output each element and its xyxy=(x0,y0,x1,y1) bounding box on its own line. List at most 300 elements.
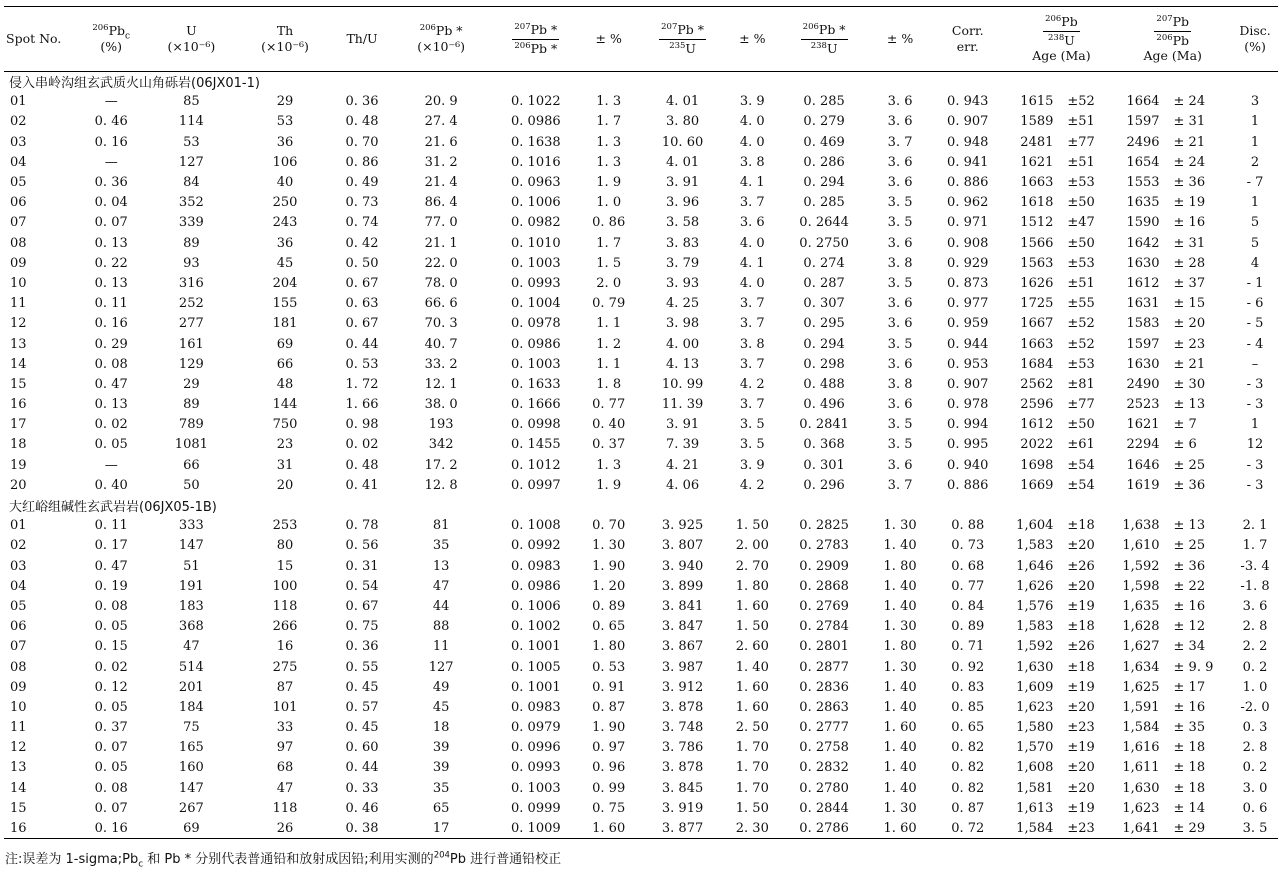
table-cell: 11. 39 xyxy=(661,397,704,413)
table-cell: 0. 469 xyxy=(803,134,845,150)
table-cell: 0. 31 xyxy=(345,558,379,574)
table-cell: ±53 xyxy=(1067,255,1095,271)
table-cell: 1663 xyxy=(1020,336,1054,352)
table-cell: 0. 49 xyxy=(345,175,379,191)
table-cell: 0. 978 xyxy=(947,397,989,413)
table-cell: 1. 50 xyxy=(735,619,769,635)
table-row xyxy=(4,112,1278,132)
table-cell: 0. 36 xyxy=(345,94,379,110)
table-cell: ± 16 xyxy=(1173,215,1206,231)
table-cell: 1. 5 xyxy=(596,255,622,271)
table-cell: 2022 xyxy=(1020,437,1054,453)
table-cell: 1583 xyxy=(1126,316,1160,332)
table-cell: 0. 88 xyxy=(951,518,985,534)
table-cell: 20 xyxy=(276,477,294,493)
table-cell: 20. 9 xyxy=(424,94,458,110)
table-cell: 0. 1003 xyxy=(511,255,561,271)
table-cell: 35 xyxy=(432,780,450,796)
table-cell: 1,628 xyxy=(1122,619,1160,635)
table-cell: ± 25 xyxy=(1173,457,1206,473)
table-cell: 2523 xyxy=(1126,397,1160,413)
table-cell: 68 xyxy=(276,760,294,776)
table-cell: 342 xyxy=(428,437,454,453)
table-cell: 1. 90 xyxy=(592,558,626,574)
table-cell: 18 xyxy=(432,720,450,736)
table-cell: 4. 01 xyxy=(666,154,700,170)
table-cell: 1. 60 xyxy=(883,820,917,836)
table-cell: ± 24 xyxy=(1173,94,1206,110)
table-cell: 1,638 xyxy=(1122,518,1160,534)
table-cell: 0. 274 xyxy=(803,255,845,271)
table-cell: 3. 6 xyxy=(887,397,913,413)
table-cell: 0. 944 xyxy=(947,336,989,352)
table-cell: 4. 1 xyxy=(739,175,765,191)
table-cell: ± 29 xyxy=(1173,820,1206,836)
table-cell: 0. 908 xyxy=(947,235,989,251)
table-cell: ±53 xyxy=(1067,175,1095,191)
table-cell: ±50 xyxy=(1067,417,1095,433)
table-cell: ±54 xyxy=(1067,477,1095,493)
table-cell: 65 xyxy=(432,800,450,816)
table-cell: 1. 80 xyxy=(592,639,626,655)
table-cell: 1 xyxy=(1250,417,1260,433)
table-cell: 0. 959 xyxy=(947,316,989,332)
table-cell: 1. 60 xyxy=(735,699,769,715)
table-cell: 0. 1003 xyxy=(511,780,561,796)
table-cell: 09 xyxy=(10,679,27,695)
table-cell: 40. 7 xyxy=(424,336,458,352)
table-cell: 3. 58 xyxy=(666,215,700,231)
header-corr-err: Corr. err. xyxy=(951,23,984,54)
table-cell: 0. 44 xyxy=(345,760,379,776)
table-cell: ±52 xyxy=(1067,94,1095,110)
table-cell: 3. 5 xyxy=(887,215,913,231)
table-cell: 181 xyxy=(272,316,298,332)
table-cell: 1. 40 xyxy=(883,598,917,614)
table-cell: 1. 40 xyxy=(883,578,917,594)
table-cell: 11 xyxy=(10,720,27,736)
table-cell: 0. 07 xyxy=(94,800,128,816)
table-cell: 1618 xyxy=(1020,195,1054,211)
table-cell: ± 36 xyxy=(1173,175,1206,191)
table-cell: 1684 xyxy=(1020,356,1054,372)
table-cell: 1615 xyxy=(1020,94,1054,110)
table-cell: 1. 40 xyxy=(883,538,917,554)
table-cell: 3. 9 xyxy=(739,457,765,473)
table-cell: 0. 1001 xyxy=(511,679,561,695)
table-row xyxy=(4,758,1278,778)
table-cell: 13 xyxy=(432,558,450,574)
table-cell: 0. 307 xyxy=(803,296,845,312)
table-row xyxy=(4,253,1278,273)
table-cell: 0. 16 xyxy=(94,134,128,150)
table-cell: 0. 941 xyxy=(947,154,989,170)
table-cell: 0. 6 xyxy=(1242,800,1268,816)
table-cell: - 5 xyxy=(1246,316,1264,332)
table-cell: ±19 xyxy=(1067,740,1095,756)
table-row xyxy=(4,172,1278,192)
table-cell: 4. 0 xyxy=(739,134,765,150)
table-cell: 3. 5 xyxy=(739,437,765,453)
table-cell: 3. 96 xyxy=(666,195,700,211)
table-cell: 1589 xyxy=(1020,114,1054,130)
table-cell: 1563 xyxy=(1020,255,1054,271)
table-cell: ± 18 xyxy=(1173,780,1206,796)
table-cell: 0. 0993 xyxy=(511,760,561,776)
table-cell: 01 xyxy=(10,518,27,534)
table-cell: 0. 0999 xyxy=(511,800,561,816)
table-cell: 1. 30 xyxy=(883,518,917,534)
table-cell: 0. 0986 xyxy=(511,336,561,352)
table-cell: 1. 80 xyxy=(883,558,917,574)
table-cell: 1566 xyxy=(1020,235,1054,251)
table-cell: 252 xyxy=(178,296,204,312)
table-cell: 1,634 xyxy=(1122,659,1160,675)
table-cell: 17 xyxy=(432,820,450,836)
table-cell: 0. 72 xyxy=(951,820,985,836)
header-th: Th (×10⁻⁶) xyxy=(261,23,309,54)
header-ratio-207-206: $\frac{^{207}Pb *}{^{206}Pb *}$ xyxy=(514,21,558,56)
table-cell: 0. 1022 xyxy=(511,94,561,110)
table-row xyxy=(4,415,1278,435)
table-cell: ±20 xyxy=(1067,578,1095,594)
table-cell: 0. 45 xyxy=(345,720,379,736)
table-cell: 0. 16 xyxy=(94,316,128,332)
table-cell: 0. 2784 xyxy=(799,619,849,635)
table-cell: 39 xyxy=(432,760,450,776)
table-cell: 12. 8 xyxy=(424,477,458,493)
header-err-1: ± % xyxy=(595,31,622,47)
table-cell: 1. 0 xyxy=(1242,679,1268,695)
table-cell: 253 xyxy=(272,518,298,534)
table-cell: 17 xyxy=(10,417,27,433)
table-cell: 1. 70 xyxy=(735,760,769,776)
table-cell: 1. 66 xyxy=(345,397,379,413)
table-cell: 07 xyxy=(10,215,27,231)
sample-group-header xyxy=(4,72,1278,92)
table-cell: 0. 02 xyxy=(94,417,128,433)
table-cell: 1,616 xyxy=(1122,740,1160,756)
table-cell: 0. 948 xyxy=(947,134,989,150)
table-cell: 0. 1666 xyxy=(511,397,561,413)
table-cell: 3. 877 xyxy=(661,820,704,836)
zircon-u-pb-data-table xyxy=(4,6,1278,839)
table-cell: 0. 05 xyxy=(94,619,128,635)
table-cell: 1. 60 xyxy=(735,679,769,695)
table-cell: 1. 60 xyxy=(735,598,769,614)
table-cell: 0. 77 xyxy=(592,397,626,413)
table-cell: 161 xyxy=(178,336,204,352)
table-cell: 1626 xyxy=(1020,275,1054,291)
table-cell: 7. 39 xyxy=(666,437,700,453)
table-cell: 2294 xyxy=(1126,437,1160,453)
table-cell: 3. 7 xyxy=(739,296,765,312)
table-cell: 3. 919 xyxy=(661,800,704,816)
table-cell: - 3 xyxy=(1246,457,1264,473)
table-cell: 1,584 xyxy=(1122,720,1160,736)
table-cell: 0. 0986 xyxy=(511,578,561,594)
table-cell: 02 xyxy=(10,538,27,554)
table-cell: 3. 91 xyxy=(666,417,700,433)
table-cell: 3. 878 xyxy=(661,760,704,776)
table-cell: 0. 1008 xyxy=(511,518,561,534)
sample-group-header xyxy=(4,495,1278,515)
table-cell: 12 xyxy=(10,316,27,332)
table-cell: 0. 89 xyxy=(951,619,985,635)
table-cell: ± 16 xyxy=(1173,598,1206,614)
table-cell: 1597 xyxy=(1126,114,1160,130)
table-cell: 3. 748 xyxy=(661,720,704,736)
table-cell: 3 xyxy=(1250,94,1260,110)
table-cell: 201 xyxy=(178,679,204,695)
table-cell: 1. 30 xyxy=(592,538,626,554)
table-cell: ± 16 xyxy=(1173,699,1206,715)
table-cell: 5 xyxy=(1250,235,1260,251)
table-cell: 0. 2836 xyxy=(799,679,849,695)
table-cell: ± 13 xyxy=(1173,518,1206,534)
table-cell: 0. 38 xyxy=(345,820,379,836)
table-cell: 3. 925 xyxy=(661,518,704,534)
table-cell: 3. 6 xyxy=(887,235,913,251)
table-cell: 1. 40 xyxy=(883,780,917,796)
table-cell: 3. 93 xyxy=(666,275,700,291)
table-cell: 3. 867 xyxy=(661,639,704,655)
table-cell: 18 xyxy=(10,437,27,453)
header-th-u: Th/U xyxy=(346,31,378,47)
table-cell: 1,584 xyxy=(1016,820,1054,836)
table-cell: 3. 7 xyxy=(739,356,765,372)
table-cell: ±18 xyxy=(1067,619,1095,635)
table-cell: 0. 16 xyxy=(94,820,128,836)
table-cell: 1. 8 xyxy=(596,376,622,392)
table-cell: 114 xyxy=(178,114,204,130)
table-cell: 0. 04 xyxy=(94,195,128,211)
table-row xyxy=(4,152,1278,172)
table-cell: ± 18 xyxy=(1173,760,1206,776)
table-cell: 23 xyxy=(276,437,294,453)
table-cell: ± 34 xyxy=(1173,639,1206,655)
table-cell: ± 15 xyxy=(1173,296,1206,312)
table-cell: ±51 xyxy=(1067,154,1095,170)
table-cell: ±26 xyxy=(1067,558,1095,574)
table-cell: 0. 2844 xyxy=(799,800,849,816)
table-cell: 1,623 xyxy=(1016,699,1054,715)
table-cell: 0. 13 xyxy=(94,275,128,291)
table-cell: 0. 907 xyxy=(947,376,989,392)
table-cell: 0. 368 xyxy=(803,437,845,453)
table-cell: ±77 xyxy=(1067,134,1095,150)
table-cell: 19 xyxy=(10,457,27,473)
table-cell: 20 xyxy=(10,477,27,493)
table-cell: ±19 xyxy=(1067,679,1095,695)
table-cell: ± 36 xyxy=(1173,477,1206,493)
table-cell: ± 36 xyxy=(1173,558,1206,574)
table-cell: 3. 5 xyxy=(739,417,765,433)
table-cell: 1. 7 xyxy=(596,114,622,130)
table-row xyxy=(4,798,1278,818)
table-cell: 0. 12 xyxy=(94,679,128,695)
table-cell: 38. 0 xyxy=(424,397,458,413)
table-cell: 1663 xyxy=(1020,175,1054,191)
table-cell: 127 xyxy=(428,659,454,675)
table-row xyxy=(4,536,1278,556)
table-cell: 0. 13 xyxy=(94,235,128,251)
table-cell: 1635 xyxy=(1126,195,1160,211)
header-pbc: $^{206}Pb_c$ (%) xyxy=(92,23,131,54)
table-cell: ± 35 xyxy=(1173,720,1206,736)
table-cell: 0. 2769 xyxy=(799,598,849,614)
table-cell: 0. 75 xyxy=(592,800,626,816)
table-cell: 0. 0963 xyxy=(511,175,561,191)
table-cell: 0. 1002 xyxy=(511,619,561,635)
table-cell: ±54 xyxy=(1067,457,1095,473)
table-cell: 47 xyxy=(276,780,294,796)
table-cell: 49 xyxy=(432,679,450,695)
table-cell: 4. 25 xyxy=(666,296,700,312)
table-cell: 0. 2786 xyxy=(799,820,849,836)
table-cell: 1. 30 xyxy=(883,800,917,816)
table-cell: 0. 84 xyxy=(951,598,985,614)
table-cell: 0. 2877 xyxy=(799,659,849,675)
table-cell: ± 21 xyxy=(1173,134,1206,150)
table-cell: 0. 294 xyxy=(803,336,845,352)
table-cell: 0. 89 xyxy=(592,598,626,614)
table-cell: 84 xyxy=(183,175,200,191)
table-cell: 0. 53 xyxy=(592,659,626,675)
table-cell: 204 xyxy=(272,275,298,291)
table-cell: 03 xyxy=(10,558,27,574)
table-row xyxy=(4,576,1278,596)
table-cell: 5 xyxy=(1250,215,1260,231)
table-cell: 0. 67 xyxy=(345,598,379,614)
table-cell: 3. 878 xyxy=(661,699,704,715)
table-cell: 05 xyxy=(10,175,27,191)
table-cell: 75 xyxy=(183,720,200,736)
table-cell: 0. 05 xyxy=(94,699,128,715)
table-cell: 88 xyxy=(432,619,450,635)
table-cell: 1630 xyxy=(1126,356,1160,372)
table-cell: 0. 2868 xyxy=(799,578,849,594)
table-cell: - 3 xyxy=(1246,397,1264,413)
table-row xyxy=(4,354,1278,374)
table-cell: 0. 91 xyxy=(592,679,626,695)
table-cell: 4. 2 xyxy=(739,477,765,493)
table-cell: 0. 2780 xyxy=(799,780,849,796)
table-cell: 0. 1633 xyxy=(511,376,561,392)
table-cell: 1. 40 xyxy=(883,679,917,695)
table-cell: 0. 2758 xyxy=(799,740,849,756)
header-err-2: ± % xyxy=(739,31,766,47)
table-cell: 0. 2 xyxy=(1242,659,1268,675)
table-cell: 0. 962 xyxy=(947,195,989,211)
table-cell: 0. 40 xyxy=(94,477,128,493)
table-cell: 44 xyxy=(432,598,450,614)
table-cell: 0. 86 xyxy=(345,154,379,170)
table-cell: 1. 0 xyxy=(596,195,622,211)
table-cell: 0. 79 xyxy=(592,296,626,312)
table-cell: 1. 80 xyxy=(735,578,769,594)
table-cell: 191 xyxy=(178,578,204,594)
table-cell: - 1 xyxy=(1246,275,1264,291)
table-cell: 47 xyxy=(432,578,450,594)
table-cell: 333 xyxy=(178,518,204,534)
table-cell: 184 xyxy=(178,699,204,715)
table-cell: 3. 5 xyxy=(887,195,913,211)
table-cell: 1642 xyxy=(1126,235,1160,251)
table-cell: 129 xyxy=(178,356,204,372)
table-cell: 4. 00 xyxy=(666,336,700,352)
table-row xyxy=(4,556,1278,576)
table-cell: 0. 2801 xyxy=(799,639,849,655)
table-cell: 48 xyxy=(276,376,294,392)
table-cell: ±61 xyxy=(1067,437,1095,453)
table-row xyxy=(4,596,1278,616)
table-cell: 0. 0983 xyxy=(511,699,561,715)
table-cell: 0. 77 xyxy=(951,578,985,594)
table-cell: ±47 xyxy=(1067,215,1095,231)
table-cell: 1612 xyxy=(1126,275,1160,291)
table-cell: ±51 xyxy=(1067,275,1095,291)
table-cell: 21. 1 xyxy=(424,235,458,251)
table-cell: 4. 1 xyxy=(739,255,765,271)
table-cell: 04 xyxy=(10,154,27,170)
table-cell: 0. 1012 xyxy=(511,457,561,473)
table-cell: ± 28 xyxy=(1173,255,1206,271)
table-cell: – xyxy=(1251,356,1259,372)
header-age-207-206: $\frac{^{207}Pb}{^{206}Pb}$ Age (Ma) xyxy=(1143,13,1202,64)
table-cell: 0. 45 xyxy=(345,679,379,695)
header-ratio-206-238: $\frac{^{206}Pb *}{^{238}U}$ xyxy=(802,21,846,56)
table-cell: ± 7 xyxy=(1173,417,1197,433)
table-cell: ± 18 xyxy=(1173,740,1206,756)
table-cell: 06 xyxy=(10,195,27,211)
table-cell: 0. 1004 xyxy=(511,296,561,312)
table-cell: 100 xyxy=(272,578,298,594)
table-cell: 1630 xyxy=(1126,255,1160,271)
table-cell: 0. 96 xyxy=(592,760,626,776)
table-cell: 4 xyxy=(1250,255,1260,271)
table-cell: 0. 92 xyxy=(951,659,985,675)
table-cell: 3. 91 xyxy=(666,175,700,191)
table-cell: - 6 xyxy=(1246,296,1264,312)
table-cell: 87 xyxy=(276,679,294,695)
table-cell: — xyxy=(104,457,118,473)
header-u: U (×10⁻⁶) xyxy=(167,23,216,54)
table-cell: 0. 98 xyxy=(345,417,379,433)
table-cell: 0. 943 xyxy=(947,94,989,110)
table-cell: 0. 46 xyxy=(345,800,379,816)
table-cell: 316 xyxy=(178,275,204,291)
table-cell: 97 xyxy=(276,740,294,756)
table-cell: 0. 54 xyxy=(345,578,379,594)
table-cell: 1631 xyxy=(1126,296,1160,312)
table-cell: 0. 33 xyxy=(345,780,379,796)
table-cell: 1,630 xyxy=(1122,780,1160,796)
table-cell: 04 xyxy=(10,578,27,594)
table-cell: 3. 83 xyxy=(666,235,700,251)
table-cell: 3. 8 xyxy=(887,376,913,392)
table-cell: 78. 0 xyxy=(424,275,458,291)
table-cell: 85 xyxy=(183,94,200,110)
table-cell: 0. 57 xyxy=(345,699,379,715)
table-cell: 0. 47 xyxy=(94,376,128,392)
table-cell: 0. 2863 xyxy=(799,699,849,715)
table-cell: 1,625 xyxy=(1122,679,1160,695)
table-cell: 1,570 xyxy=(1016,740,1054,756)
table-cell: 1. 50 xyxy=(735,800,769,816)
table-cell: 3. 5 xyxy=(887,336,913,352)
table-cell: 1. 70 xyxy=(735,780,769,796)
